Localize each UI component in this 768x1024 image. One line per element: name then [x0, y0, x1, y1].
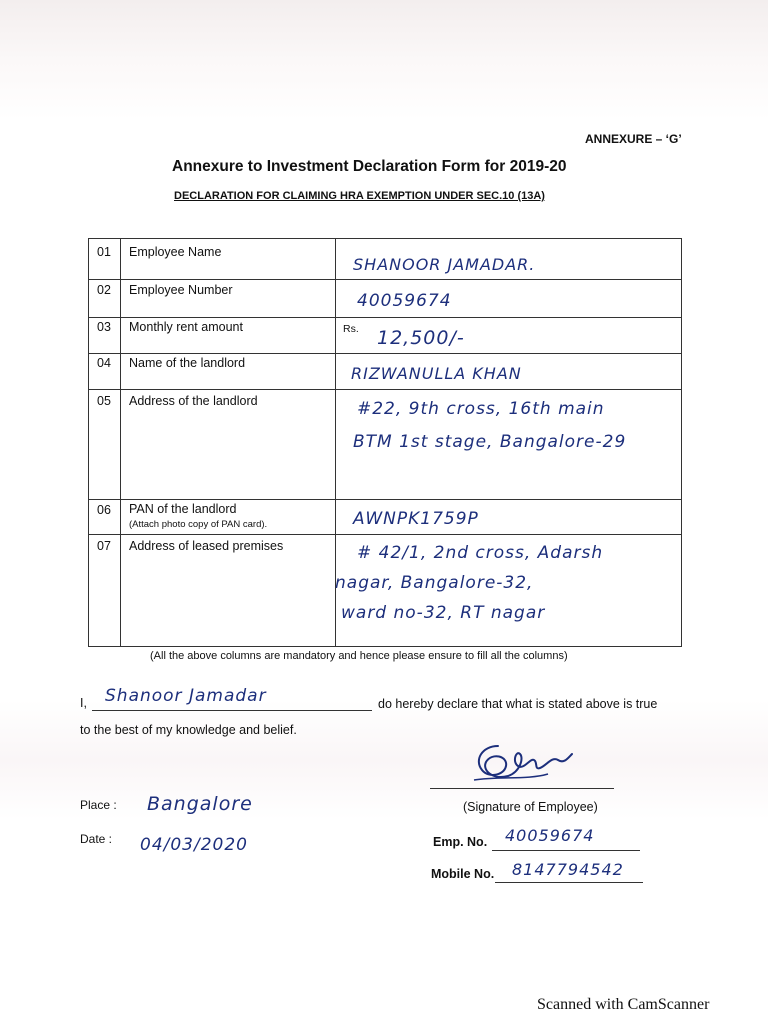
row-label-employee-name: Employee Name [129, 245, 222, 259]
row-label-landlord-pan: PAN of the landlord [129, 502, 237, 516]
signature-caption: (Signature of Employee) [463, 800, 598, 814]
annexure-label: ANNEXURE – ‘G’ [585, 132, 682, 146]
declaration-text-line-2: to the best of my knowledge and belief. [80, 723, 297, 737]
employee-number-value: 40059674 [357, 291, 452, 311]
row-number: 04 [97, 356, 111, 370]
date-label: Date : [80, 832, 113, 846]
mobile-no-value: 8147794542 [512, 860, 624, 879]
row-number: 02 [97, 283, 111, 297]
form-title: Annexure to Investment Declaration Form for 2019-20 [172, 158, 567, 175]
row-label-employee-number: Employee Number [129, 283, 233, 297]
employee-name-value: SHANOOR JAMADAR. [353, 255, 536, 274]
camscanner-watermark: Scanned with CamScanner [537, 996, 710, 1013]
monthly-rent-value: 12,500/- [377, 327, 465, 349]
place-label: Place : [80, 798, 117, 812]
row-label-monthly-rent: Monthly rent amount [129, 320, 243, 334]
leased-address-line-1: # 42/1, 2nd cross, Adarsh [357, 543, 604, 563]
row-label-landlord-address: Address of the landlord [129, 394, 258, 408]
pan-attach-note: (Attach photo copy of PAN card). [129, 519, 268, 530]
form-subtitle: DECLARATION FOR CLAIMING HRA EXEMPTION UNDER SEC.10 (13A) [174, 190, 545, 202]
place-value: Bangalore [147, 793, 253, 815]
emp-no-line [492, 850, 640, 851]
mobile-no-label: Mobile No. [431, 867, 495, 881]
landlord-address-line-1: #22, 9th cross, 16th main [357, 399, 605, 419]
landlord-name-value: RIZWANULLA KHAN [351, 364, 522, 383]
row-number: 07 [97, 539, 111, 553]
mobile-no-line [495, 882, 643, 883]
declaration-name: Shanoor Jamadar [105, 686, 267, 706]
leased-address-line-2: nagar, Bangalore-32, [335, 573, 534, 593]
declaration-name-line [92, 710, 372, 711]
leased-address-line-3: ward no-32, RT nagar [341, 603, 546, 623]
date-value: 04/03/2020 [140, 835, 248, 855]
employee-signature [468, 736, 588, 788]
row-label-landlord-name: Name of the landlord [129, 356, 246, 370]
declaration-prefix: I, [80, 696, 87, 710]
row-number: 05 [97, 394, 111, 408]
landlord-address-line-2: BTM 1st stage, Bangalore-29 [353, 432, 627, 452]
emp-no-value: 40059674 [505, 826, 595, 845]
landlord-pan-value: AWNPK1759P [353, 509, 479, 529]
row-number: 03 [97, 320, 111, 334]
row-number: 01 [97, 245, 111, 259]
declaration-table [88, 238, 682, 647]
emp-no-label: Emp. No. [433, 835, 488, 849]
row-number: 06 [97, 503, 111, 517]
declaration-text-line-1: do hereby declare that what is stated above is true [378, 697, 658, 711]
signature-line [430, 788, 614, 789]
rs-prefix: Rs. [343, 323, 359, 335]
row-label-leased-address: Address of leased premises [129, 539, 284, 553]
mandatory-note: (All the above columns are mandatory and hence please ensure to fill all the columns) [150, 650, 568, 662]
